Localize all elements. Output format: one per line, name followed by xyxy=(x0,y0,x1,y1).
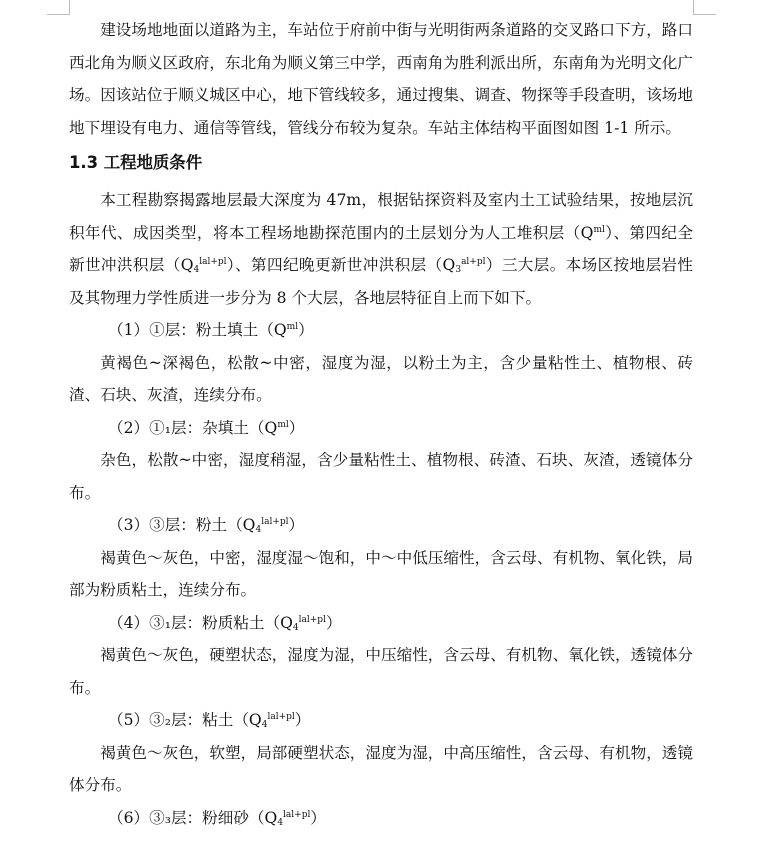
overview-paragraph xyxy=(69,184,693,314)
document-page xyxy=(69,14,693,834)
layer-3-title-sup: lal+pl xyxy=(261,517,289,527)
layer-2-title-sup: ml xyxy=(277,419,289,430)
overview-sub-3: 3 xyxy=(455,265,462,275)
page-corner-mark-right xyxy=(693,0,716,15)
layer-2-title xyxy=(69,412,693,445)
overview-text-1: 本工程勘察揭露地层最大深度为 47m，根据钻探资料及室内土工试验结果，按地层沉积年代、成因类型，将本工程场地勘探范围内的土层划分为人工堆积层（Q xyxy=(69,191,693,242)
overview-text-3: ）、第四纪晚更新世冲洪积层（Q xyxy=(226,256,456,274)
layer-1-title-text: （1）①层：粉土填土（Q xyxy=(108,321,287,339)
layer-3-title-close: ） xyxy=(288,516,305,534)
layer-6-title-text: （6）③₃层：粉细砂（Q xyxy=(108,808,278,827)
layer-5-title-text: （5）③₂层：粘土（Q xyxy=(108,711,262,729)
layer-1-title xyxy=(69,314,693,347)
layer-5-title-sup: lal+pl xyxy=(267,712,295,722)
overview-sup-2: lal+pl xyxy=(199,257,227,267)
layer-2-title-close: ） xyxy=(288,418,305,437)
layer-4-description: 褐黄色～灰色，硬塑状态，湿度为湿，中压缩性，含云母、有机物、氧化铁，透镜体分布。 xyxy=(69,646,693,697)
layer-1-title-sup: ml xyxy=(286,322,299,332)
overview-text-4: ）三大层。本场区按地层岩性及其物理力学性质进一步分为 8 个大层，各地层特征自上而下如下。 xyxy=(69,256,693,307)
layer-5-title-sub: 4 xyxy=(261,720,268,730)
layer-6-title-sup: lal+pl xyxy=(283,809,311,820)
layer-1-title-close: ） xyxy=(298,321,314,339)
layer-4-title-sub: 4 xyxy=(292,622,299,633)
layer-6-title-close: ） xyxy=(310,808,326,827)
layer-4-title-text: （4）③₁层：粉质粘土（Q xyxy=(108,613,293,632)
layer-3-description: 褐黄色～灰色，中密，湿度湿～饱和，中～中低压缩性，含云母、有机物、氧化铁，局部为粉质粘土，连续分布。 xyxy=(69,548,693,599)
overview-sub-2: 4 xyxy=(193,265,200,275)
layer-5-description: 褐黄色～灰色，软塑，局部硬塑状态，湿度为湿，中高压缩性，含云母、有机物，透镜体分布。 xyxy=(69,743,693,794)
layer-4-title xyxy=(69,607,693,640)
overview-text-2: ）、第四纪全新世冲洪积层（Q xyxy=(69,223,693,274)
layer-2-description: 杂色，松散~中密，湿度稍湿，含少量粘性土、植物根、砖渣、石块、灰渣，透镜体分布。 xyxy=(69,451,693,502)
overview-sup-3: al+pl xyxy=(461,257,486,267)
layer-4-title-sup: lal+pl xyxy=(298,614,326,625)
overview-sup-1: ml xyxy=(593,224,605,235)
page-corner-mark-left xyxy=(47,0,70,15)
layer-3-title xyxy=(69,509,693,542)
intro-paragraph: 建设场地地面以道路为主，车站位于府前中街与光明街两条道路的交叉路口下方，路口西北角为顺义区政府，东北角为顺义第三中学，西南角为胜利派出所，东南角为光明文化广场。因该站位于顺义城区中心，地下管线较多，通过搜集、调查、物探等手段查明，该场地地下埋设有电力、通信等管线，管线分布较为复杂。车站主体结构平面图如图 1-1 所示。 xyxy=(69,21,693,137)
layer-1-description: 黄褐色~深褐色，松散~中密，湿度为湿，以粉土为主，含少量粘性土、植物根、砖渣、石块、灰渣，连续分布。 xyxy=(69,353,693,404)
layer-6-title xyxy=(69,802,693,835)
layer-5-title-close: ） xyxy=(294,711,311,729)
layer-6-title-sub: 4 xyxy=(277,817,284,828)
layer-3-title-sub: 4 xyxy=(255,525,262,535)
section-heading: 1.3 工程地质条件 xyxy=(69,153,203,172)
layer-3-title-text: （3）③层：粉土（Q xyxy=(108,516,256,534)
layer-2-title-text: （2）①₁层：杂填土（Q xyxy=(108,418,278,437)
layer-4-title-close: ） xyxy=(325,613,342,632)
layer-5-title xyxy=(69,704,693,737)
